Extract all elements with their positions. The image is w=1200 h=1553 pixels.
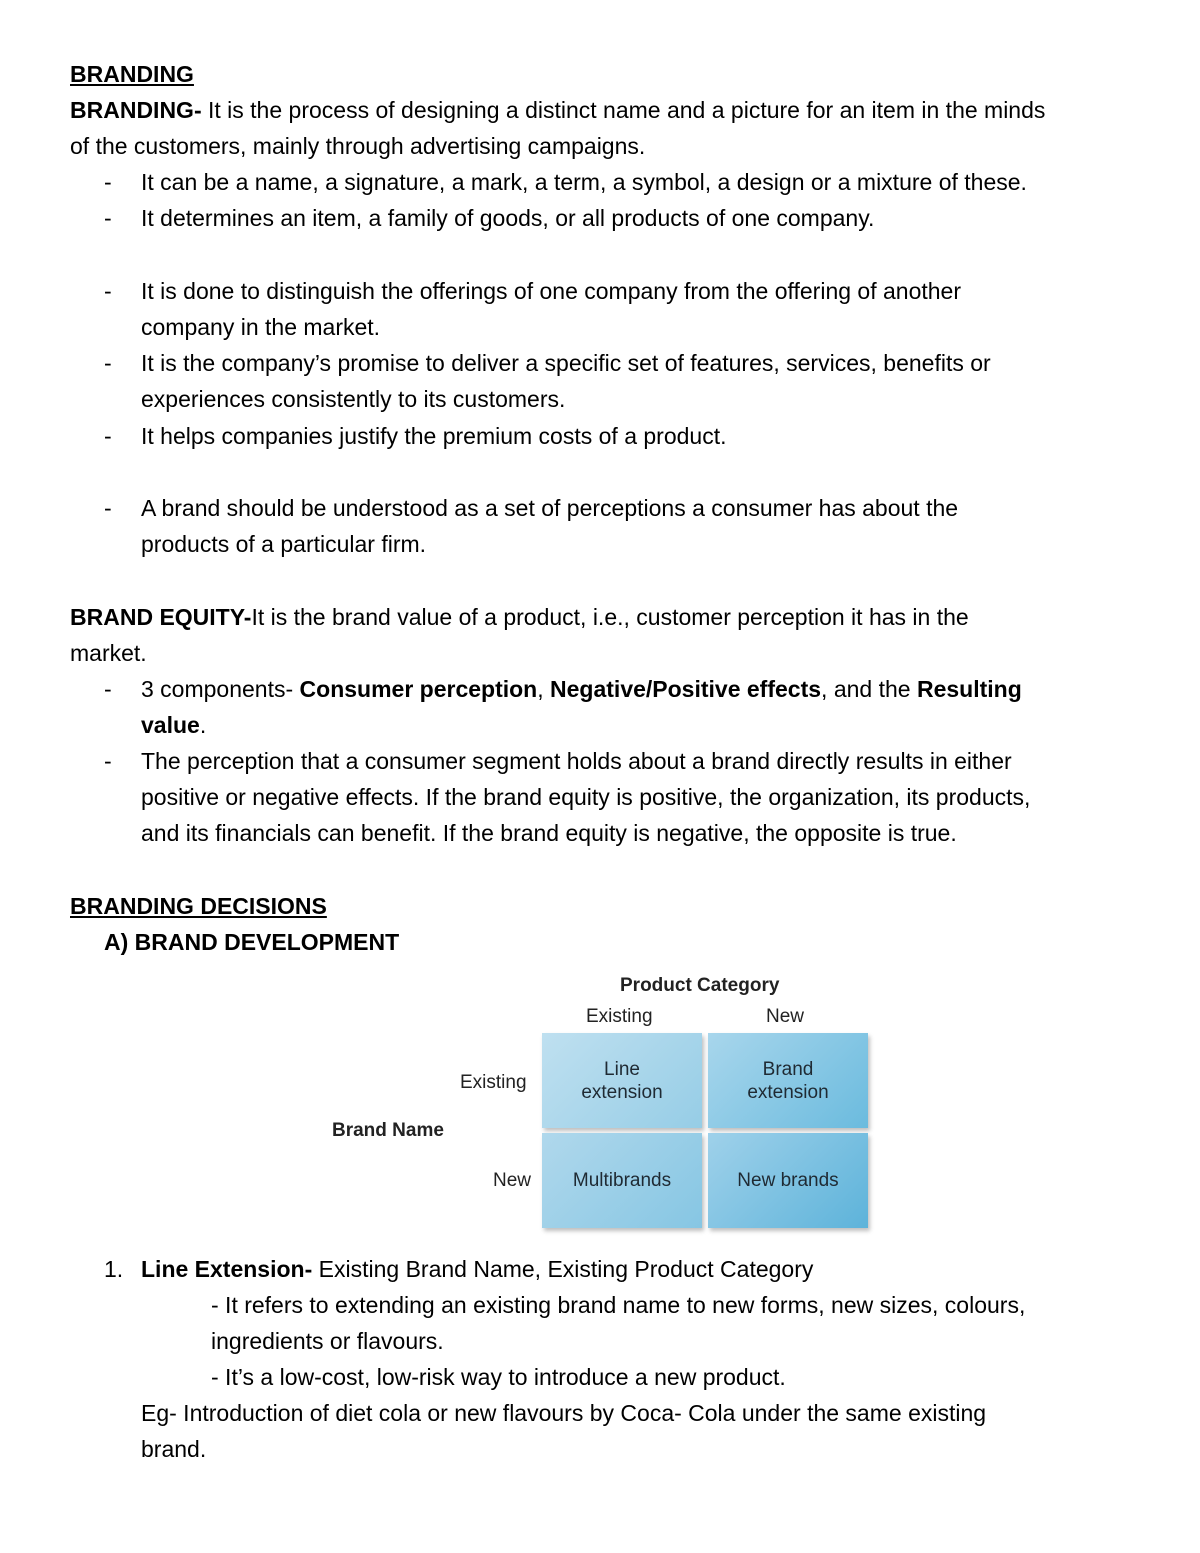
line-extension-point-2: - It’s a low-cost, low-risk way to introduce a new product. <box>211 1364 786 1390</box>
branding-bullet-1: It can be a name, a signature, a mark, a term, a symbol, a design or a mixture of these. <box>141 169 1027 195</box>
brand-equity-bullet-1-cont: value. <box>141 712 207 738</box>
brand-equity-bullet-1: 3 components- Consumer perception, Negative/Positive effects, and the Resulting <box>141 676 1022 702</box>
bullet-dash: - <box>104 423 112 449</box>
bullet-dash: - <box>104 278 112 304</box>
brand-equity-definition: BRAND EQUITY-It is the brand value of a product, i.e., customer perception it has in the <box>70 604 969 630</box>
line-extension-example-cont: brand. <box>141 1436 207 1462</box>
brand-equity-bullet-2-cont: and its financials can benefit. If the brand equity is negative, the opposite is true. <box>141 820 957 846</box>
branding-bullet-3-cont: company in the market. <box>141 314 381 340</box>
bullet-dash: - <box>104 676 112 702</box>
row-label-new: New <box>493 1170 532 1191</box>
bullet-dash: - <box>104 495 112 521</box>
section-heading-decisions: BRANDING DECISIONS <box>70 893 327 919</box>
row-label-existing: Existing <box>460 1072 527 1093</box>
branding-bullet-4: It is the company’s promise to deliver a specific set of features, services, benefits or <box>141 350 991 376</box>
line-extension-point-1: - It refers to extending an existing brand name to new forms, new sizes, colours, <box>211 1292 1026 1318</box>
bullet-dash: - <box>104 350 112 376</box>
branding-bullet-3: It is done to distinguish the offerings of one company from the offering of another <box>141 278 961 304</box>
section-heading-branding: BRANDING <box>70 61 194 87</box>
subheading-brand-development: A) BRAND DEVELOPMENT <box>104 929 400 955</box>
brand-name-title: Brand Name <box>332 1120 444 1141</box>
cell-brand-extension: Brand extension <box>708 1033 868 1128</box>
brand-equity-bullet-2: The perception that a consumer segment holds about a brand directly results in either <box>141 748 1012 774</box>
cell-new-brands: New brands <box>708 1133 868 1228</box>
bullet-dash: - <box>104 748 112 774</box>
brand-development-matrix <box>320 965 880 1245</box>
column-label-new: New <box>766 1006 805 1027</box>
product-category-title: Product Category <box>620 975 780 996</box>
branding-bullet-4-cont: experiences consistently to its customers. <box>141 386 566 412</box>
bullet-dash: - <box>104 205 112 231</box>
branding-bullet-6: A brand should be understood as a set of perceptions a consumer has about the <box>141 495 959 521</box>
brand-equity-definition-cont: market. <box>70 640 147 666</box>
branding-bullet-6-cont: products of a particular firm. <box>141 531 427 557</box>
branding-bullet-5: It helps companies justify the premium costs of a product. <box>141 423 727 449</box>
list-number: 1. <box>104 1256 124 1282</box>
line-extension-point-1-cont: ingredients or flavours. <box>211 1328 444 1354</box>
line-extension-example: Eg- Introduction of diet cola or new flavours by Coca- Cola under the same existing <box>141 1400 987 1426</box>
branding-bullet-2: It determines an item, a family of goods, or all products of one company. <box>141 205 875 231</box>
branding-definition: BRANDING- It is the process of designing a distinct name and a picture for an item in the minds <box>70 97 1046 123</box>
cell-multibrands: Multibrands <box>542 1133 702 1228</box>
column-label-existing: Existing <box>586 1006 653 1027</box>
brand-equity-bullet-2-cont: positive or negative effects. If the brand equity is positive, the organization, its products, <box>141 784 1031 810</box>
line-extension-heading: Line Extension- Existing Brand Name, Existing Product Category <box>141 1256 814 1282</box>
cell-line-extension: Line extension <box>542 1033 702 1128</box>
bullet-dash: - <box>104 169 112 195</box>
branding-definition-cont: of the customers, mainly through advertising campaigns. <box>70 133 646 159</box>
